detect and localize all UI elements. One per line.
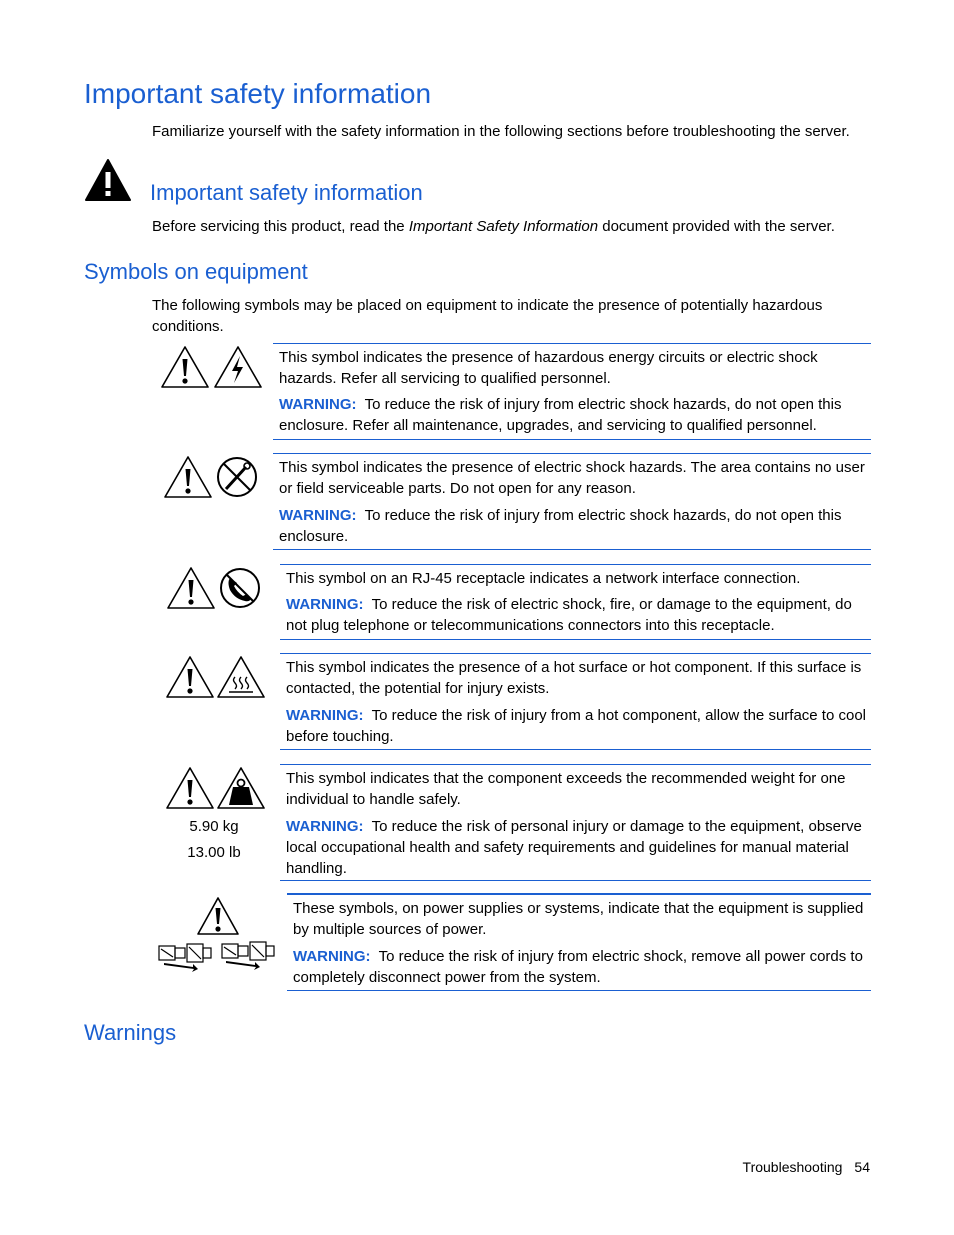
- warnings-heading: Warnings: [84, 1020, 177, 1045]
- no-telephone-icon: [167, 566, 263, 610]
- isi-heading: Important safety information: [150, 180, 423, 205]
- warning-triangle-outline-icon: [196, 896, 240, 936]
- warning-label: WARNING:: [279, 396, 357, 413]
- symbol-item-multiple-power-sources: [293, 898, 869, 988]
- item-bottom-rule: [280, 749, 871, 750]
- isi-text-before: Before servicing this product, read the: [152, 218, 409, 235]
- warning-label: WARNING:: [293, 948, 371, 965]
- item-bottom-rule: [287, 990, 871, 991]
- warning-label: WARNING:: [279, 507, 357, 524]
- isi-text-after: document provided with the server.: [598, 218, 835, 235]
- symbol-item-network-interface: [286, 568, 869, 636]
- item-top-rule: [280, 564, 871, 565]
- symbols-heading: Symbols on equipment: [84, 259, 308, 284]
- item-bottom-rule: [280, 880, 871, 881]
- symbol-item-heavy-weight: [286, 768, 869, 879]
- isi-paragraph: [152, 216, 835, 237]
- heavy-weight-icon: [166, 766, 266, 810]
- warning-triangle-icon: [84, 158, 132, 202]
- warning-text: To reduce the risk of injury from electric shock, remove all power cords to completely disconnect power from the system.: [293, 948, 863, 986]
- warning-text: To reduce the risk of injury from electric shock hazards, do not open this enclosure. Refer all maintenance, upgrades, and servicing to qualified personnel.: [279, 396, 842, 434]
- symbol-description: This symbol indicates the presence of a hot surface or hot component. If this surface is contacted, the potential for injury exists.: [286, 659, 862, 697]
- hazardous-energy-icon: [161, 345, 263, 389]
- warning-label: WARNING:: [286, 707, 364, 724]
- item-bottom-rule: [273, 439, 871, 440]
- weight-kg: 5.90 kg: [189, 818, 239, 835]
- warning-text: To reduce the risk of electric shock, fire, or damage to the equipment, do not plug telephone or telecommunications connectors into this receptacle.: [286, 596, 852, 634]
- symbol-description: These symbols, on power supplies or systems, indicate that the equipment is supplied by multiple sources of power.: [293, 900, 864, 938]
- page-footer: [743, 1157, 870, 1177]
- page-number: 54: [854, 1159, 870, 1175]
- warning-text: To reduce the risk of personal injury or damage to the equipment, observe local occupational health and safety requirements and guidelines for manual material handling.: [286, 818, 862, 877]
- weight-labels: [164, 816, 264, 863]
- item-bottom-rule: [280, 639, 871, 640]
- item-top-rule: [273, 453, 871, 454]
- isi-document-title: Important Safety Information: [408, 218, 599, 235]
- footer-section: Troubleshooting: [742, 1159, 843, 1175]
- item-top-rule: [273, 343, 871, 344]
- item-top-rule: [280, 653, 871, 654]
- symbol-description: This symbol indicates that the component exceeds the recommended weight for one individual to handle safely.: [286, 770, 846, 808]
- item-top-rule: [287, 893, 871, 895]
- warning-text: To reduce the risk of injury from electric shock hazards, do not open this enclosure.: [279, 507, 842, 545]
- weight-lb: 13.00 lb: [187, 844, 241, 861]
- symbol-item-hazardous-energy: [279, 347, 869, 436]
- symbol-item-hot-surface: [286, 657, 869, 747]
- hot-surface-icon: [166, 655, 266, 699]
- item-bottom-rule: [273, 549, 871, 550]
- symbols-intro: The following symbols may be placed on equipment to indicate the presence of potentially hazardous conditions.: [152, 297, 823, 335]
- item-top-rule: [280, 764, 871, 765]
- warning-text: To reduce the risk of injury from a hot component, allow the surface to cool before touching.: [286, 707, 866, 745]
- warning-label: WARNING:: [286, 596, 364, 613]
- no-tools-icon: [164, 455, 260, 499]
- symbol-description: This symbol indicates the presence of electric shock hazards. The area contains no user or field serviceable parts. Do not open for any reason.: [279, 459, 865, 497]
- symbol-description: This symbol indicates the presence of hazardous energy circuits or electric shock hazards. Refer all servicing to qualified personnel.: [279, 349, 818, 387]
- symbol-description: This symbol on an RJ-45 receptacle indicates a network interface connection.: [286, 570, 801, 587]
- page-title: Important safety information: [84, 78, 432, 109]
- intro-paragraph: Familiarize yourself with the safety information in the following sections before troubleshooting the server.: [152, 123, 850, 140]
- multiple-power-sources-icon: [156, 936, 280, 974]
- symbol-item-no-serviceable-parts: [279, 457, 869, 547]
- warning-label: WARNING:: [286, 818, 364, 835]
